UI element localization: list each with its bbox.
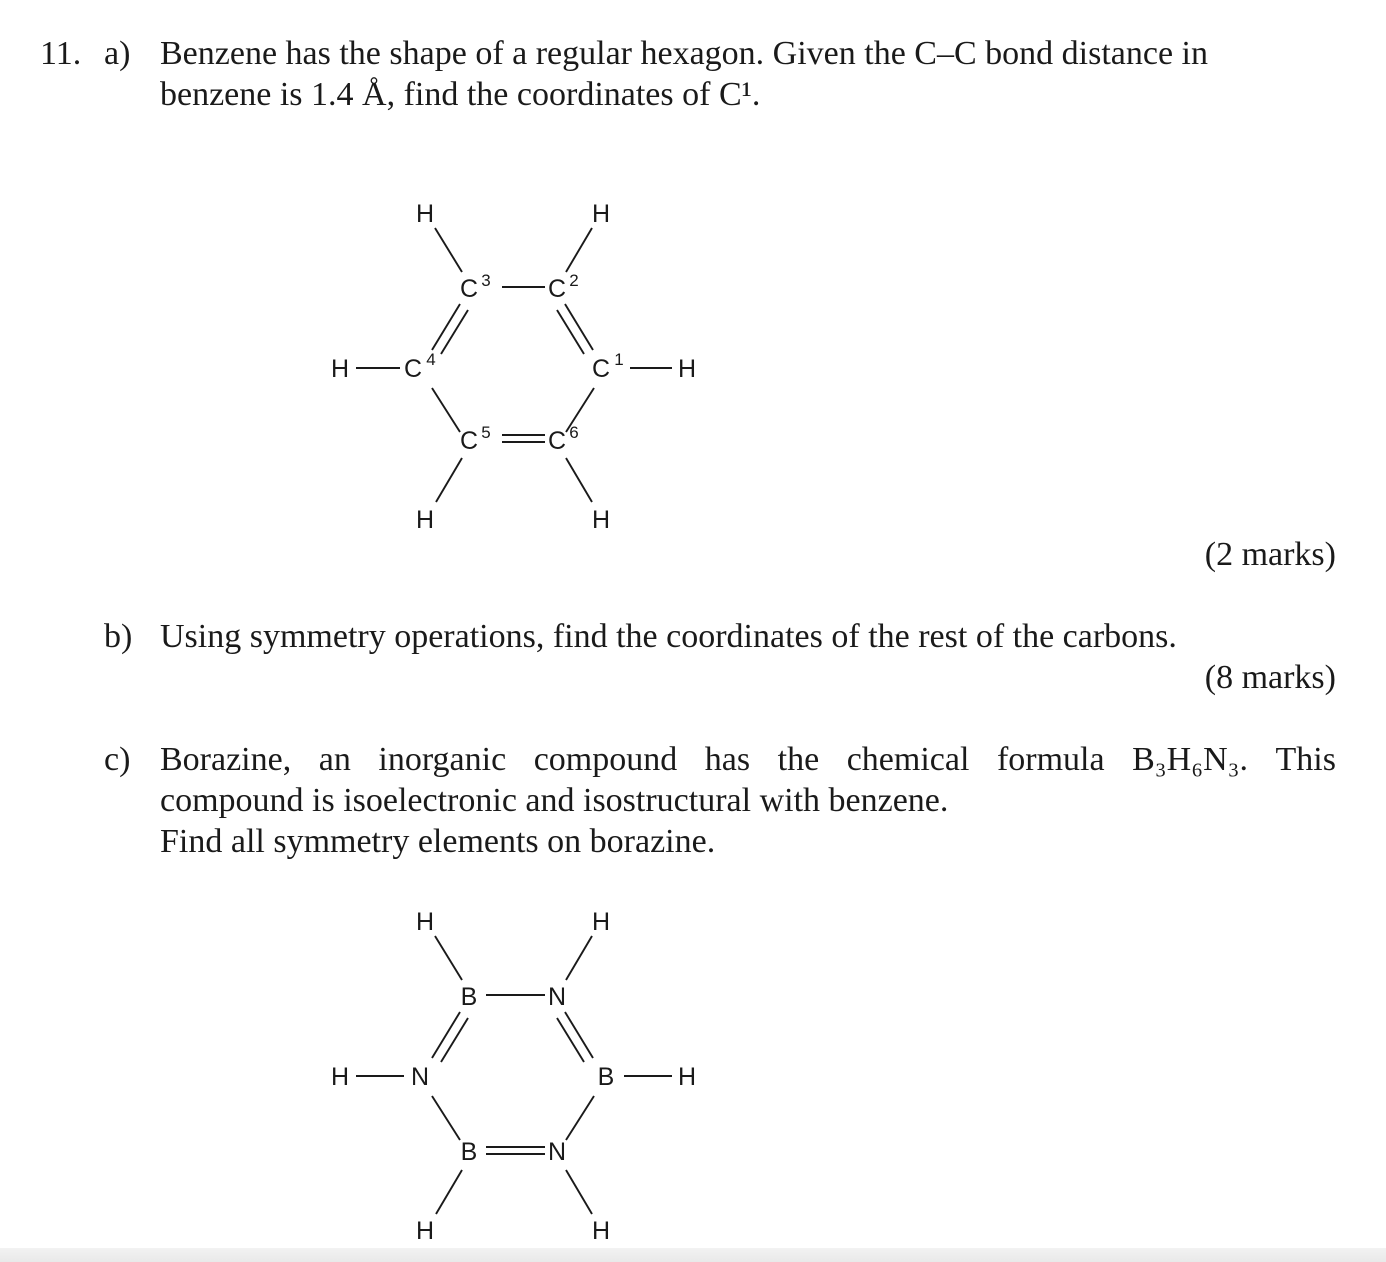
part-a-line-1: Benzene has the shape of a regular hexagon. Given the C–C bond distance in — [160, 35, 1209, 72]
bond-n-b-bottom-left — [432, 1096, 460, 1140]
h-atom-top-left: H — [415, 908, 435, 936]
c6-index: 6 — [569, 423, 579, 442]
part-c-label: c) — [104, 741, 131, 778]
n-atom-bottom: N — [547, 1138, 567, 1166]
part-b-marks: (8 marks) — [1204, 659, 1336, 696]
bond-b-n-bottom-right — [566, 1096, 594, 1140]
part-c-word: the — [777, 741, 820, 778]
n-atom-left: N — [410, 1063, 430, 1091]
h-atom-left: H — [330, 1063, 350, 1091]
bond-c6-h — [566, 458, 592, 502]
bond-c3-c4-b — [441, 310, 468, 354]
part-c-line-2: compound is isoelectronic and isostructural with benzene. — [160, 782, 949, 819]
bond-h-n-top — [566, 936, 592, 980]
c2-index: 2 — [569, 271, 579, 290]
c1-index: 1 — [614, 350, 624, 369]
part-b-line-1: Using symmetry operations, find the coordinates of the rest of the carbons. — [160, 618, 1177, 655]
b-atom-top: B — [460, 983, 478, 1011]
h-atom-bottom-left: H — [415, 506, 435, 534]
c3-index: 3 — [481, 271, 491, 290]
c4-index: 4 — [426, 350, 436, 369]
n-atom-top: N — [547, 983, 567, 1011]
borazine-structure — [0, 898, 760, 1258]
bond-c4-c5 — [432, 388, 460, 432]
h-atom-top-left: H — [415, 200, 435, 228]
h-atom-bottom-left: H — [415, 1217, 435, 1245]
h-atom-right: H — [677, 1063, 697, 1091]
part-c-word: chemical — [846, 741, 970, 778]
bond-n-b-right-a — [565, 1012, 593, 1058]
c6-atom: C — [547, 427, 567, 455]
part-c-line-3: Find all symmetry elements on borazine. — [160, 823, 716, 860]
h-atom-right: H — [677, 355, 697, 383]
bond-b-h-bottom — [436, 1170, 462, 1214]
part-b-label: b) — [104, 618, 133, 655]
c5-atom: C — [459, 427, 479, 455]
bond-c5-h — [436, 458, 462, 502]
part-c-word: inorganic — [378, 741, 507, 778]
question-number: 11. — [40, 35, 82, 72]
part-a-label: a) — [104, 35, 131, 72]
c5-index: 5 — [481, 423, 491, 442]
benzene-structure — [0, 190, 760, 740]
b-atom-right: B — [597, 1063, 615, 1091]
part-c-word: formula — [996, 741, 1105, 778]
part-a-marks: (2 marks) — [1204, 536, 1336, 573]
h-atom-bottom-right: H — [591, 1217, 611, 1245]
chemical-formula: B₃H₆N₃. — [1132, 741, 1248, 778]
part-c-line-1 — [160, 740, 1336, 780]
h-atom-top-right: H — [591, 200, 611, 228]
bond-b-n-left-a — [432, 1012, 460, 1058]
bond-c2-c1-b — [557, 310, 584, 354]
bond-h-c3 — [435, 228, 462, 272]
bottom-edge — [0, 1248, 1386, 1262]
part-c-word: Borazine, — [160, 741, 292, 778]
h-atom-left: H — [330, 355, 350, 383]
bond-h-b-top — [435, 936, 462, 980]
c4-atom: C — [403, 355, 423, 383]
bond-n-h-bottom — [566, 1170, 592, 1214]
c1-atom: C — [591, 355, 611, 383]
bond-b-n-left-b — [441, 1018, 468, 1062]
h-atom-bottom-right: H — [591, 506, 611, 534]
h-atom-top-right: H — [591, 908, 611, 936]
b-atom-bottom: B — [460, 1138, 478, 1166]
part-c-word: has — [704, 741, 751, 778]
c2-atom: C — [547, 275, 567, 303]
part-c-word: compound — [533, 741, 678, 778]
c3-atom: C — [459, 275, 479, 303]
bond-h-c2 — [566, 228, 592, 272]
bond-c2-c1-a — [565, 304, 593, 350]
part-c-word: an — [318, 741, 351, 778]
part-a-line-2: benzene is 1.4 Å, find the coordinates of C¹. — [160, 76, 761, 113]
part-c-word: This — [1275, 741, 1336, 778]
bond-c3-c4-a — [432, 304, 460, 350]
bond-n-b-right-b — [557, 1018, 584, 1062]
